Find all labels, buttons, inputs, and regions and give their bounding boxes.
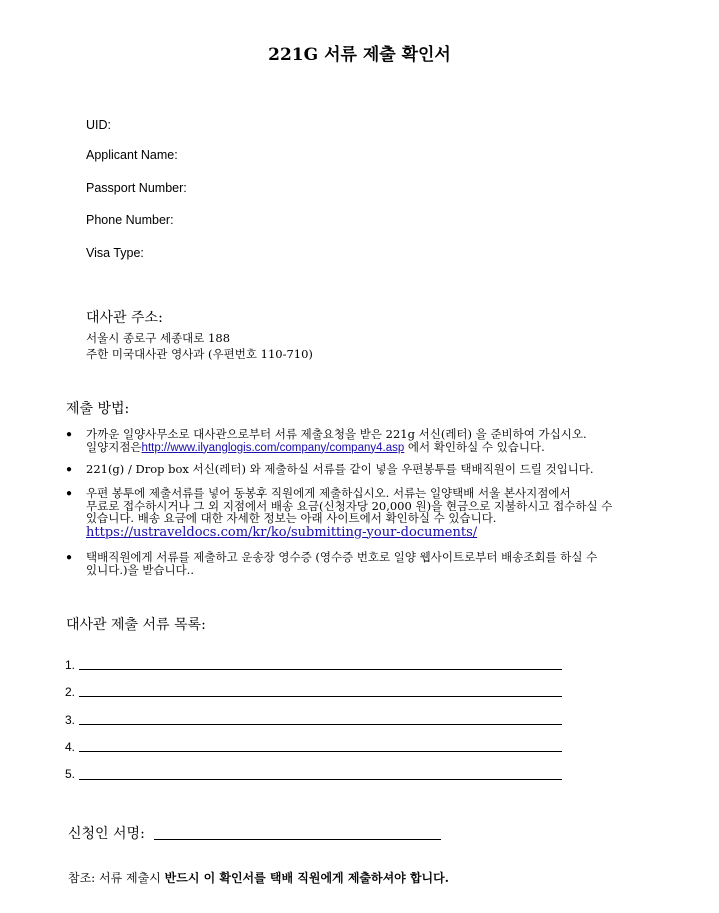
list-item-number: 4.	[65, 740, 76, 754]
embassy-address-heading: 대사관 주소:	[86, 310, 163, 326]
bullet-1-line1: 가까운 일양사무소로 대사관으로부터 서류 제출요청을 받은 221g 서신(레터) 을 준비하여 가십시오.	[86, 427, 587, 441]
applicant-name-label: Applicant Name:	[86, 148, 178, 162]
page-title: 221G 서류 제출 확인서	[268, 45, 451, 65]
bullet-item-3	[86, 487, 646, 539]
bullet-dot: ●	[66, 488, 73, 499]
embassy-address-line2: 주한 미국대사관 영사과 (우편번호 110-710)	[86, 347, 313, 361]
bullet-1-line2	[86, 441, 646, 455]
submission-method-heading: 제출 방법:	[66, 401, 130, 417]
bullet-dot: ●	[66, 464, 73, 475]
bullet-item-4	[86, 551, 646, 576]
applicant-signature-label: 신청인 서명:	[68, 826, 145, 842]
bullet-dot: ●	[66, 552, 73, 563]
list-item-line-2[interactable]	[79, 683, 562, 697]
list-item-line-1[interactable]	[79, 656, 562, 670]
footnote	[68, 869, 449, 886]
list-item-number: 2.	[65, 685, 76, 699]
footnote-prefix: 참조: 서류 제출시	[68, 871, 165, 885]
ustraveldocs-link[interactable]: https://ustraveldocs.com/kr/ko/submitting-your-documents/	[86, 524, 478, 540]
footnote-emphasis: 반드시 이 확인서를 택배 직원에게 제출하셔야 합니다.	[164, 871, 449, 885]
visa-type-label: Visa Type:	[86, 246, 144, 260]
list-item-line-4[interactable]	[79, 738, 562, 752]
phone-number-label: Phone Number:	[86, 213, 174, 227]
bullet-dot: ●	[66, 429, 73, 440]
list-item-number: 3.	[65, 713, 76, 727]
bullet-3-line1: 우편 봉투에 제출서류를 넣어 동봉후 직원에게 제출하십시오. 서류는 일양택배 서울 본사지점에서	[86, 486, 571, 500]
embassy-address-line1: 서울시 종로구 세종대로 188	[86, 331, 231, 345]
bullet-1-suffix: 에서 확인하실 수 있습니다.	[404, 439, 545, 454]
list-item-number: 1.	[65, 658, 76, 672]
list-item-line-3[interactable]	[79, 711, 562, 725]
list-item-line-5[interactable]	[79, 766, 562, 780]
list-item-number: 5.	[65, 767, 76, 781]
bullet-3-line2: 무료로 접수하시거나 그 외 지점에서 배송 요금(신청자당 20,000 원)을 현금으로 지불하시고 접수하실 수	[86, 498, 613, 513]
ilyang-branch-link[interactable]: http://www.ilyanglogis.com/company/company4.asp	[141, 441, 405, 454]
bullet-4-line1: 택배직원에게 서류를 제출하고 운송장 영수증 (영수증 번호로 일양 웹사이트로부터 배송조회를 하실 수	[86, 550, 598, 564]
bullet-item-2: 221(g) / Drop box 서신(레터) 와 제출하실 서류를 같이 넣을 우편봉투를 택배직원이 드릴 것입니다.	[86, 462, 594, 476]
signature-line[interactable]	[154, 826, 441, 840]
document-list-heading: 대사관 제출 서류 목록:	[66, 617, 206, 633]
bullet-1-prefix: 일양지점은	[86, 439, 142, 454]
bullet-4-line2: 있니다.)을 받습니다..	[86, 562, 194, 577]
uid-label: UID:	[86, 118, 111, 132]
bullet-item-1	[86, 428, 646, 454]
bullet-3-line3: 있습니다. 배송 요금에 대한 자세한 정보는 아래 사이트에서 확인하실 수 있습니다.	[86, 511, 497, 525]
passport-number-label: Passport Number:	[86, 181, 187, 195]
